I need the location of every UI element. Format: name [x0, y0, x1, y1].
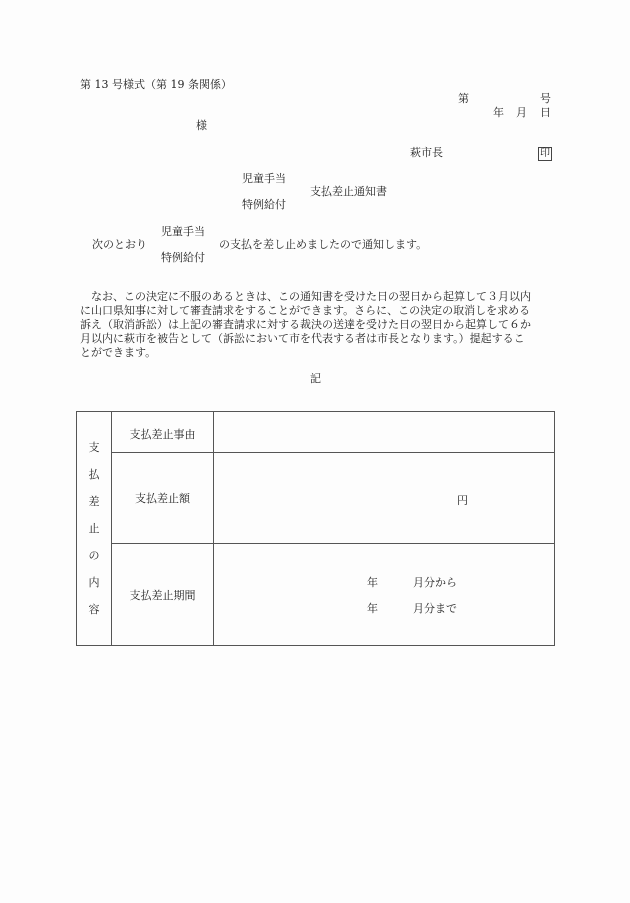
intro-option-top: 児童手当	[161, 225, 205, 238]
seal-icon: 印	[540, 148, 550, 159]
appeal-notice	[80, 290, 552, 360]
to-year: 年	[367, 602, 378, 615]
reason-value[interactable]	[214, 412, 555, 453]
notice-line: 訴え（取消訴訟）は上記の審査請求に対する裁決の送達を受けた日の翌日から起算して６か	[80, 318, 531, 331]
section-label-char: 支	[88, 441, 100, 454]
seal-mark	[538, 146, 552, 161]
notice-line: なお、この決定に不服のあるときは、この通知書を受けた日の翌日から起算して３月以内	[80, 290, 531, 303]
date-year: 年	[493, 106, 504, 119]
date-day: 日	[540, 106, 551, 119]
section-label-char: の	[88, 549, 100, 562]
title-option-bottom: 特例給付	[242, 198, 286, 211]
ki-heading: 記	[310, 372, 321, 385]
section-label	[77, 412, 112, 646]
title-option-top: 児童手当	[242, 172, 286, 185]
form-number: 第 13 号様式（第 19 条関係）	[80, 78, 232, 91]
notice-line: 月以内に萩市を被告として（訴訟において市を代表する者は市長となります。）提起するこ	[80, 332, 525, 345]
notice-line: に山口県知事に対して審査請求をすることができます。さらに、この決定の取消しを求める	[80, 304, 531, 317]
row-label-reason: 支払差止事由	[112, 412, 214, 453]
intro-tail: の支払を差し止めましたので通知します。	[219, 238, 428, 251]
doc-number-prefix: 第	[458, 92, 469, 105]
doc-number-suffix: 号	[540, 92, 551, 105]
from-month: 月分から	[413, 576, 457, 589]
intro-lead: 次のとおり	[92, 238, 147, 251]
row-label-period: 支払差止期間	[112, 544, 214, 646]
section-label-char: 止	[88, 522, 100, 535]
section-label-char: 差	[88, 495, 100, 508]
issuer: 萩市長	[410, 146, 443, 159]
date-month: 月	[516, 106, 527, 119]
section-label-char: 払	[88, 468, 100, 481]
to-month: 月分まで	[413, 602, 457, 615]
section-label-char: 容	[88, 603, 100, 616]
detail-table	[76, 411, 555, 646]
section-label-char: 内	[88, 576, 100, 589]
yen-unit: 円	[457, 494, 468, 507]
title-main: 支払差止通知書	[310, 185, 387, 198]
from-year: 年	[367, 576, 378, 589]
addressee-suffix: 様	[196, 119, 207, 132]
intro-option-bottom: 特例給付	[161, 251, 205, 264]
amount-value[interactable]	[214, 453, 555, 544]
row-label-amount: 支払差止額	[112, 453, 214, 544]
period-value[interactable]	[214, 544, 555, 646]
notice-line: とができます。	[80, 346, 157, 359]
